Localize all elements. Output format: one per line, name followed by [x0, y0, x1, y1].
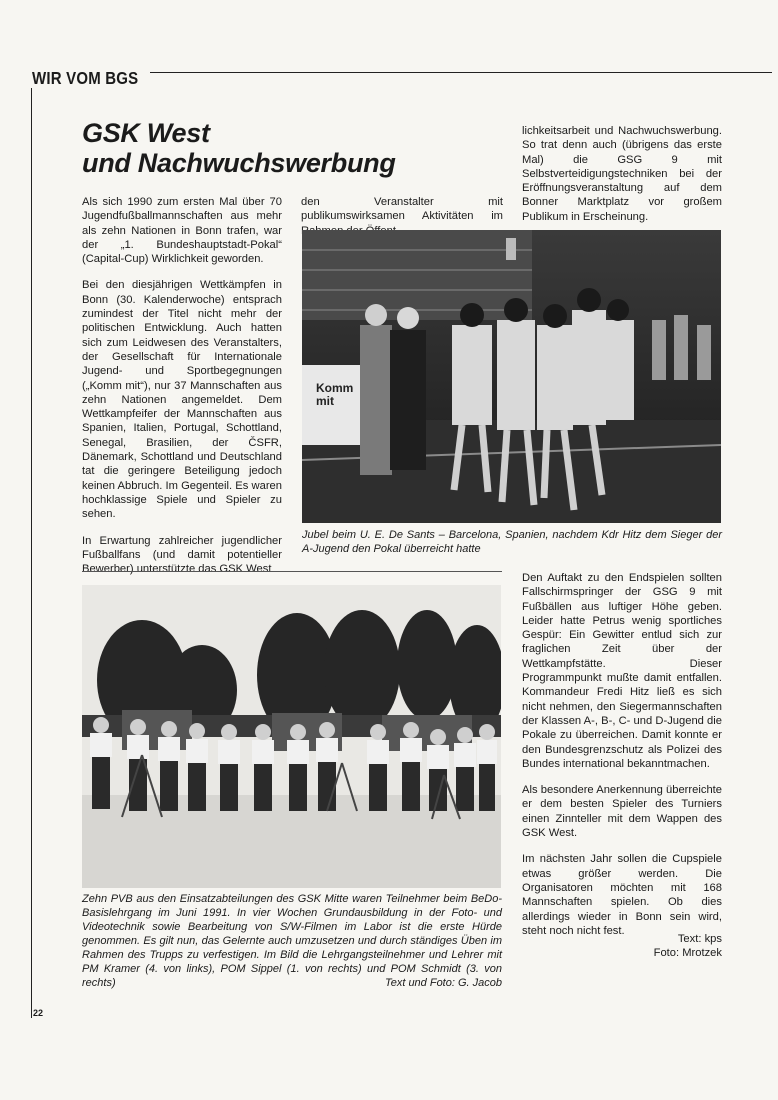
section-label: WIR VOM BGS [32, 69, 139, 89]
paragraph: Als besondere Anerkennung überreichte er dem besten Spieler des Turniers einen Zinnteller mit dem Wappen des GSK West. [522, 784, 722, 840]
paragraph: Als sich 1990 zum ersten Mal über 70 Jugendfußballmannschaften aus mehr als zehn Nationen in Bonn trafen, war der „1. Bundeshauptstadt-Pokal“ (Capital-Cup) Wirklichkeit geworden. [82, 196, 282, 266]
paragraph: Im nächsten Jahr sollen die Cupspiele etwas größer werden. Die Organisatoren möchten mit 168 Mannschaften spielen. Ob dies allerdings wieder in Bonn sein wird, steht noch nicht fest. [522, 853, 722, 937]
celebration-photo-illustration [302, 230, 721, 523]
title-line-2: und Nachwuchswerbung [82, 148, 396, 178]
article-title [82, 118, 396, 178]
article-column-2-top: den Veranstalter mit publikumswirksamen Aktivitäten im [301, 196, 503, 223]
group-photo-credit: Text und Foto: G. Jacob [385, 977, 502, 989]
celebration-photo-caption: Jubel beim U. E. De Sants – Barcelona, Spanien, nachdem Kdr Hitz dem Sieger der A-Jugend den Pokal überreicht hatte [302, 529, 722, 555]
margin-rule [31, 88, 32, 1018]
paragraph: Bei den diesjährigen Wettkämpfen in Bonn (30. Kalenderwoche) entsprach zumindest der Titel nicht mehr der politischen Entwicklung. Auch hatten sich zum Leidwesen des Veranstalters, der Gesellschaft für Internationale Jugend- und Sportbegegnungen („Komm mit“), nur 37 Mannschaften aus zehn Nationen angemeldet. Dem Wettkampfeifer der Mannschaften aus Spanien, Italien, Portugal, Schottland, Senegal, Brasilien, der ČSFR, Dänemark, Schottland und Deutschland tat die geringere Beteiligung jedoch keinen Abbruch. Im Gegenteil. Es waren hochklassige Spiele und Spieler zu sehen. [82, 279, 282, 521]
banner-text: Komm mit [316, 381, 354, 408]
article-column-3-top: lichkeitsarbeit und Nachwuchswerbung. So trat denn auch (übrigens das erste Mal) die GSG 9 mit Selbstverteidigungstechniken bei der Eröffnungsveranstaltung auf dem Bonner Marktplatz vor großem Publikum in Erscheinung. [522, 125, 722, 223]
group-photo-caption: Zehn PVB aus den Einsatzabteilungen des GSK Mitte waren Teilnehmer beim BeDo-Basislehrgang im Juni 1991. In vier Wochen Grundausbildung in der Foto- und Videotechnik sowie Bearbeitung von S/W-Filmen im Labor ist die erste Hürde genommen. Es gilt nun, das Gelernte auch umzusetzen und durch ständiges Üben im Rahmen des Trupps zu verfestigen. Im Bild die Lehrgangsteilnehmer und Lehrer mit PM Kramer (4. von links), POM Sippel (1. von rechts) und POM Schmidt (3. von rechts) [82, 893, 502, 989]
article-column-1 [82, 195, 282, 588]
divider [82, 571, 502, 572]
group-photo [82, 585, 501, 888]
celebration-photo [302, 230, 721, 523]
page-number: 22 [33, 1008, 44, 1018]
paragraph: Den Auftakt zu den Endspielen sollten Fallschirmspringer der GSG 9 mit Fußbällen aus luftiger Höhe geben. Leider hatte Petrus wenig sportliches Gespür: Ein Gewitter entlud sich zur fraglichen Zeit über der Wettkampfstätte. Dieser Programmpunkt mußte damit entfallen. Kommandeur Fredi Hitz ließ es sich nicht nehmen, den Siegermannschaften der Klassen A-, B-, C- und D-Jugend die Pokale zu überreichen. Damit konnte er den Bundesgrenzschutz als Polizei des Bundes international bekanntmachen. [522, 572, 722, 770]
article-credits [522, 932, 722, 961]
article-column-3-bottom [522, 571, 722, 950]
text-credit: Text: kps [677, 933, 722, 945]
title-line-1: GSK West [82, 118, 210, 148]
group-photo-illustration [82, 585, 501, 888]
photo-credit: Foto: Mrotzek [653, 947, 722, 960]
header-rule [150, 72, 772, 73]
paragraph: In Erwartung zahlreicher jugendlicher Fußballfans (und damit potentieller Bewerber) unterstützte das GSK West [82, 534, 282, 576]
